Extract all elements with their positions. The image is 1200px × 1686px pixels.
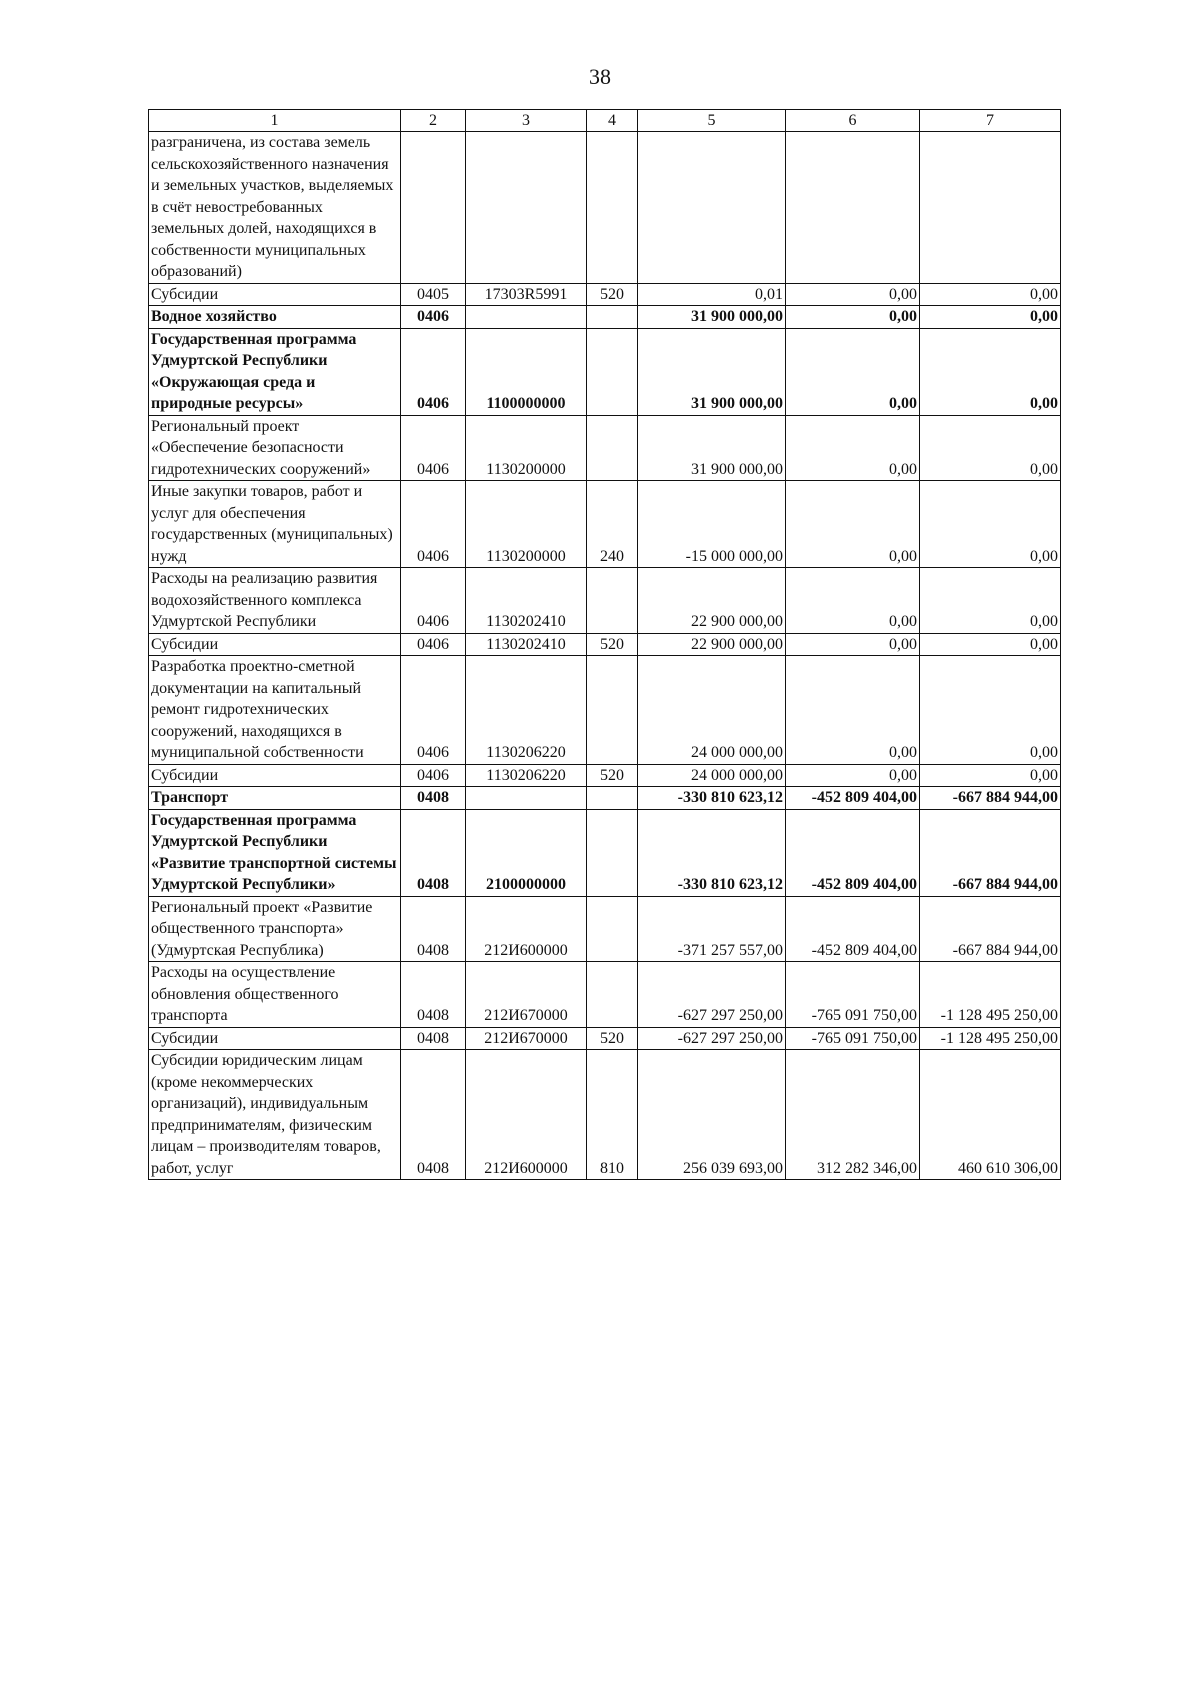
expense-type-cell <box>587 809 638 896</box>
target-code-cell: 1130202410 <box>466 633 587 656</box>
section-code-cell: 0406 <box>401 656 466 765</box>
amount-col5-cell: 24 000 000,00 <box>638 764 786 787</box>
section-code-cell: 0406 <box>401 415 466 481</box>
row-name-cell: Расходы на реализацию развития водохозяйственного комплекса Удмуртской Республики <box>149 568 401 634</box>
row-name-cell: Разработка проектно-сметной документации на капитальный ремонт гидротехнических сооружений, находящихся в муниципальной собственности <box>149 656 401 765</box>
table-row <box>149 481 1061 568</box>
amount-col5-cell: -15 000 000,00 <box>638 481 786 568</box>
section-code-cell: 0408 <box>401 809 466 896</box>
amount-col7-cell: 0,00 <box>920 306 1061 329</box>
expense-type-cell <box>587 132 638 284</box>
target-code-cell: 1130206220 <box>466 764 587 787</box>
header-cell: 3 <box>466 110 587 132</box>
amount-col6-cell: -452 809 404,00 <box>786 787 920 810</box>
row-name-cell: Субсидии <box>149 764 401 787</box>
target-code-cell <box>466 787 587 810</box>
row-name-cell: Государственная программа Удмуртской Республики «Развитие транспортной системы Удмуртской Республики» <box>149 809 401 896</box>
table-row <box>149 1027 1061 1050</box>
row-name-cell: Субсидии <box>149 1027 401 1050</box>
row-name-cell: Государственная программа Удмуртской Республики «Окружающая среда и природные ресурсы» <box>149 328 401 415</box>
amount-col5-cell: 31 900 000,00 <box>638 415 786 481</box>
amount-col5-cell: -627 297 250,00 <box>638 962 786 1028</box>
amount-col7-cell: -1 128 495 250,00 <box>920 962 1061 1028</box>
table-row <box>149 132 1061 284</box>
amount-col7-cell: 460 610 306,00 <box>920 1050 1061 1180</box>
table-row <box>149 1050 1061 1180</box>
header-cell: 4 <box>587 110 638 132</box>
expense-type-cell: 520 <box>587 764 638 787</box>
amount-col5-cell: 0,01 <box>638 283 786 306</box>
table-row <box>149 306 1061 329</box>
amount-col6-cell: 0,00 <box>786 656 920 765</box>
table-row <box>149 962 1061 1028</box>
amount-col6-cell: -452 809 404,00 <box>786 896 920 962</box>
expense-type-cell <box>587 328 638 415</box>
budget-table <box>148 109 1061 1180</box>
header-cell: 7 <box>920 110 1061 132</box>
amount-col7-cell: -667 884 944,00 <box>920 809 1061 896</box>
amount-col7-cell: 0,00 <box>920 568 1061 634</box>
expense-type-cell: 520 <box>587 283 638 306</box>
target-code-cell <box>466 132 587 284</box>
table-row <box>149 415 1061 481</box>
row-name-cell: Субсидии <box>149 633 401 656</box>
row-name-cell: Региональный проект «Обеспечение безопасности гидротехнических сооружений» <box>149 415 401 481</box>
expense-type-cell <box>587 656 638 765</box>
row-name-cell: разграничена, из состава земель сельскохозяйственного назначения и земельных участков, выделяемых в счёт невостребованных земельных долей, находящихся в собственности муниципальных образований) <box>149 132 401 284</box>
amount-col5-cell: -330 810 623,12 <box>638 787 786 810</box>
target-code-cell: 1100000000 <box>466 328 587 415</box>
header-cell: 2 <box>401 110 466 132</box>
amount-col7-cell: 0,00 <box>920 328 1061 415</box>
expense-type-cell <box>587 568 638 634</box>
expense-type-cell: 810 <box>587 1050 638 1180</box>
target-code-cell: 212И670000 <box>466 1027 587 1050</box>
amount-col6-cell: 0,00 <box>786 415 920 481</box>
header-cell: 5 <box>638 110 786 132</box>
section-code-cell: 0408 <box>401 1027 466 1050</box>
amount-col7-cell <box>920 132 1061 284</box>
amount-col7-cell: 0,00 <box>920 415 1061 481</box>
amount-col6-cell: 0,00 <box>786 568 920 634</box>
header-cell: 1 <box>149 110 401 132</box>
amount-col7-cell: 0,00 <box>920 481 1061 568</box>
header-row <box>149 110 1061 132</box>
amount-col6-cell: 0,00 <box>786 633 920 656</box>
amount-col6-cell: 0,00 <box>786 481 920 568</box>
table-row <box>149 283 1061 306</box>
amount-col6-cell: -765 091 750,00 <box>786 1027 920 1050</box>
table-row <box>149 896 1061 962</box>
expense-type-cell <box>587 415 638 481</box>
amount-col6-cell: 0,00 <box>786 764 920 787</box>
amount-col6-cell: 0,00 <box>786 328 920 415</box>
table-row <box>149 787 1061 810</box>
row-name-cell: Расходы на осуществление обновления общественного транспорта <box>149 962 401 1028</box>
target-code-cell: 212И600000 <box>466 1050 587 1180</box>
expense-type-cell: 520 <box>587 633 638 656</box>
row-name-cell: Водное хозяйство <box>149 306 401 329</box>
amount-col7-cell: -1 128 495 250,00 <box>920 1027 1061 1050</box>
target-code-cell: 2100000000 <box>466 809 587 896</box>
expense-type-cell <box>587 787 638 810</box>
amount-col5-cell: 256 039 693,00 <box>638 1050 786 1180</box>
amount-col6-cell: 0,00 <box>786 306 920 329</box>
amount-col5-cell: -371 257 557,00 <box>638 896 786 962</box>
section-code-cell: 0406 <box>401 481 466 568</box>
section-code-cell: 0406 <box>401 764 466 787</box>
row-name-cell: Иные закупки товаров, работ и услуг для обеспечения государственных (муниципальных) нужд <box>149 481 401 568</box>
target-code-cell: 1130200000 <box>466 415 587 481</box>
section-code-cell: 0408 <box>401 962 466 1028</box>
expense-type-cell: 520 <box>587 1027 638 1050</box>
row-name-cell: Субсидии юридическим лицам (кроме некоммерческих организаций), индивидуальным предпринимателям, физическим лицам – производителям товаров, работ, услуг <box>149 1050 401 1180</box>
amount-col7-cell: 0,00 <box>920 764 1061 787</box>
table-row <box>149 764 1061 787</box>
amount-col7-cell: 0,00 <box>920 656 1061 765</box>
section-code-cell: 0405 <box>401 283 466 306</box>
amount-col6-cell: 312 282 346,00 <box>786 1050 920 1180</box>
table-row <box>149 328 1061 415</box>
target-code-cell <box>466 306 587 329</box>
expense-type-cell <box>587 962 638 1028</box>
amount-col7-cell: -667 884 944,00 <box>920 787 1061 810</box>
amount-col6-cell: -452 809 404,00 <box>786 809 920 896</box>
row-name-cell: Региональный проект «Развитие общественного транспорта» (Удмуртская Республика) <box>149 896 401 962</box>
target-code-cell: 1130202410 <box>466 568 587 634</box>
header-cell: 6 <box>786 110 920 132</box>
amount-col5-cell: 22 900 000,00 <box>638 633 786 656</box>
table-row <box>149 633 1061 656</box>
target-code-cell: 212И670000 <box>466 962 587 1028</box>
table-row <box>149 568 1061 634</box>
section-code-cell: 0406 <box>401 568 466 634</box>
amount-col6-cell: 0,00 <box>786 283 920 306</box>
section-code-cell: 0408 <box>401 787 466 810</box>
amount-col6-cell: -765 091 750,00 <box>786 962 920 1028</box>
table-row <box>149 809 1061 896</box>
row-name-cell: Субсидии <box>149 283 401 306</box>
amount-col6-cell <box>786 132 920 284</box>
amount-col5-cell: -330 810 623,12 <box>638 809 786 896</box>
row-name-cell: Транспорт <box>149 787 401 810</box>
amount-col5-cell: 31 900 000,00 <box>638 328 786 415</box>
amount-col5-cell: 22 900 000,00 <box>638 568 786 634</box>
target-code-cell: 1130200000 <box>466 481 587 568</box>
target-code-cell: 1130206220 <box>466 656 587 765</box>
page-number: 38 <box>589 64 611 89</box>
expense-type-cell <box>587 306 638 329</box>
amount-col5-cell: -627 297 250,00 <box>638 1027 786 1050</box>
section-code-cell: 0408 <box>401 1050 466 1180</box>
section-code-cell: 0406 <box>401 306 466 329</box>
section-code-cell: 0406 <box>401 633 466 656</box>
table-row <box>149 656 1061 765</box>
target-code-cell: 212И600000 <box>466 896 587 962</box>
amount-col5-cell: 31 900 000,00 <box>638 306 786 329</box>
section-code-cell: 0406 <box>401 328 466 415</box>
expense-type-cell: 240 <box>587 481 638 568</box>
amount-col7-cell: 0,00 <box>920 283 1061 306</box>
amount-col5-cell <box>638 132 786 284</box>
target-code-cell: 17303R5991 <box>466 283 587 306</box>
section-code-cell: 0408 <box>401 896 466 962</box>
section-code-cell <box>401 132 466 284</box>
amount-col7-cell: -667 884 944,00 <box>920 896 1061 962</box>
amount-col7-cell: 0,00 <box>920 633 1061 656</box>
expense-type-cell <box>587 896 638 962</box>
amount-col5-cell: 24 000 000,00 <box>638 656 786 765</box>
